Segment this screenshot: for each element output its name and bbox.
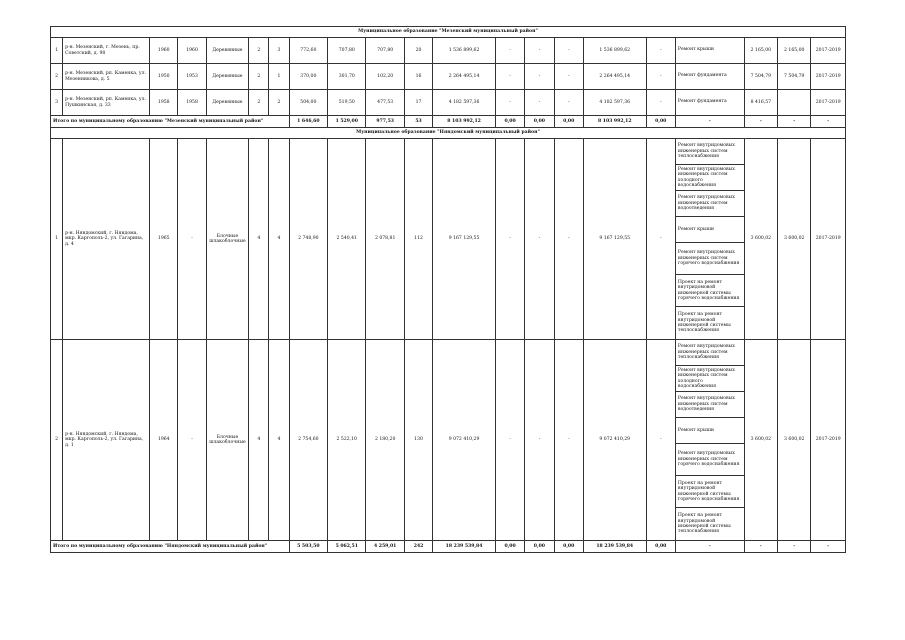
- fund-other: -: [646, 139, 675, 340]
- document-page: [50, 26, 846, 553]
- specific-cost: 3 600,02: [744, 340, 777, 541]
- fund-local: -: [554, 340, 583, 541]
- year-built: 1965: [150, 139, 178, 340]
- total-f3: 0,00: [554, 541, 583, 553]
- residential-area: 707,80: [328, 38, 366, 64]
- total-f5: 0,00: [646, 541, 675, 553]
- year-overhaul: -: [178, 340, 206, 541]
- period: 2017-2019: [811, 38, 846, 64]
- total-cost: 9 167 129,55: [433, 139, 496, 340]
- max-cost: 3 600,02: [778, 139, 811, 340]
- floors: 2: [249, 90, 269, 116]
- total-area-total: 5 503,50: [289, 541, 327, 553]
- year-built: 1964: [150, 340, 178, 541]
- total-dash: -: [675, 116, 744, 128]
- row-number: 2: [51, 64, 63, 90]
- total-area-res2: 4 259,01: [366, 541, 404, 553]
- work-item: Ремонт крыши: [676, 217, 744, 243]
- fund-owners: 2 264 495,14: [583, 64, 646, 90]
- works-list: [675, 38, 744, 64]
- max-cost: 2 165,00: [778, 38, 811, 64]
- year-overhaul: 1960: [178, 38, 206, 64]
- residential-area-owned: 477,53: [366, 90, 404, 116]
- total-area-res2: 977,53: [366, 116, 404, 128]
- wall-material: Деревянные: [206, 90, 248, 116]
- total-f1: 0,00: [495, 541, 524, 553]
- address: р-н. Няндомский, г. Няндома, мкр. Каргополь-2, ул. Гагарина, д. 4: [63, 139, 150, 340]
- works-list: [675, 64, 744, 90]
- work-item: Ремонт крыши: [676, 418, 744, 444]
- total-label: Итого по муниципальному образованию "Няндомский муниципальный район": [51, 541, 290, 553]
- works-list: [675, 340, 744, 541]
- fund-federal: -: [495, 38, 524, 64]
- row-number: 2: [51, 340, 63, 541]
- total-label: Итого по муниципальному образованию "Мезенский муниципальный район": [51, 116, 290, 128]
- fund-local: -: [554, 90, 583, 116]
- total-dash: -: [778, 116, 811, 128]
- period: 2017-2019: [811, 139, 846, 340]
- period: 2017-2019: [811, 90, 846, 116]
- section-title: Муниципальное образование "Няндомский муниципальный район": [51, 128, 846, 139]
- total-f5: 0,00: [646, 116, 675, 128]
- total-f2: 0,00: [525, 116, 554, 128]
- specific-cost: 2 165,00: [744, 38, 777, 64]
- total-dash: -: [744, 116, 777, 128]
- section-title: Муниципальное образование "Мезенский муниципальный район": [51, 27, 846, 38]
- work-item: Ремонт внутридомовых инженерных систем горячего водоснабжения: [676, 243, 744, 275]
- work-item: Ремонт фундамента: [677, 73, 727, 79]
- works-list: [675, 90, 744, 116]
- year-overhaul: 1953: [178, 64, 206, 90]
- period: 2017-2019: [811, 64, 846, 90]
- work-item: Ремонт внутридомовых инженерных систем водоотведения: [676, 392, 744, 418]
- residential-area: 2 522,10: [328, 340, 366, 541]
- address: р-н. Мезенский, г. Мезень, пр. Советский, д. 98: [63, 38, 150, 64]
- fund-owners: 4 182 597,36: [583, 90, 646, 116]
- floors: 2: [249, 64, 269, 90]
- work-item: Проект на ремонт внутридомовой инженерной системы горячего водоснабжения: [676, 275, 744, 307]
- work-item: Ремонт внутридомовых инженерных систем холодного водоснабжения: [676, 366, 744, 392]
- total-f4: 18 239 539,84: [583, 541, 646, 553]
- total-cost: 1 536 899,62: [433, 38, 496, 64]
- wall-material: Блочные шлакоблочные: [206, 340, 248, 541]
- fund-federal: -: [495, 340, 524, 541]
- fund-other: -: [646, 38, 675, 64]
- fund-owners: 9 072 410,29: [583, 340, 646, 541]
- total-dash: -: [778, 541, 811, 553]
- total-f4: 8 103 992,12: [583, 116, 646, 128]
- works-list: [675, 139, 744, 340]
- max-cost: 3 600,02: [778, 340, 811, 541]
- fund-other: -: [646, 64, 675, 90]
- residential-area-owned: 2 180,20: [366, 340, 404, 541]
- fund-federal: -: [495, 139, 524, 340]
- total-area: 772,60: [289, 38, 327, 64]
- fund-regional: -: [525, 38, 554, 64]
- total-area-total: 1 646,60: [289, 116, 327, 128]
- overhaul-program-table: [50, 26, 846, 553]
- fund-other: -: [646, 90, 675, 116]
- total-dash: -: [811, 541, 846, 553]
- total-area: 2 754,60: [289, 340, 327, 541]
- row-number: 1: [51, 38, 63, 64]
- year-overhaul: 1958: [178, 90, 206, 116]
- work-item: Проект на ремонт внутридомовой инженерной системы теплоснабжения: [677, 312, 731, 334]
- total-row: [51, 541, 846, 553]
- total-f3: 0,00: [554, 116, 583, 128]
- work-item: Ремонт внутридомовых инженерных систем водоотведения: [676, 191, 744, 217]
- total-cost: 9 072 410,29: [433, 340, 496, 541]
- work-item: Ремонт внутридомовых инженерных систем теплоснабжения: [676, 139, 744, 165]
- total-dash: -: [675, 541, 744, 553]
- total-cost: 8 103 992,12: [433, 116, 496, 128]
- work-item: Ремонт крыши: [677, 47, 714, 53]
- total-f2: 0,00: [525, 541, 554, 553]
- residential-area: 519,50: [328, 90, 366, 116]
- specific-cost: 8 416,57: [744, 90, 777, 116]
- fund-local: -: [554, 38, 583, 64]
- fund-regional: -: [525, 139, 554, 340]
- address: р-н. Няндомский, г. Няндома, мкр. Каргополь-2, ул. Гагарина, д. 1: [63, 340, 150, 541]
- total-area-res: 5 062,51: [328, 541, 366, 553]
- work-item: Ремонт внутридомовых инженерных систем горячего водоснабжения: [676, 444, 744, 476]
- fund-local: -: [554, 139, 583, 340]
- entrances: 3: [269, 38, 289, 64]
- entrances: 4: [269, 139, 289, 340]
- wall-material: Деревянные: [206, 64, 248, 90]
- year-overhaul: -: [178, 139, 206, 340]
- row-number: 1: [51, 139, 63, 340]
- fund-regional: -: [525, 90, 554, 116]
- max-cost: [778, 90, 811, 116]
- floors: 4: [249, 340, 269, 541]
- fund-regional: -: [525, 340, 554, 541]
- fund-owners: 9 167 129,55: [583, 139, 646, 340]
- residential-area: 301,70: [328, 64, 366, 90]
- fund-local: -: [554, 64, 583, 90]
- work-item: Ремонт внутридомовых инженерных систем холодного водоснабжения: [676, 165, 744, 191]
- entrances: 4: [269, 340, 289, 541]
- total-cost: 4 182 597,36: [433, 90, 496, 116]
- section-header-row: [51, 27, 846, 38]
- table-row: [51, 90, 846, 116]
- work-item: Проект на ремонт внутридомовой инженерной системы теплоснабжения: [677, 513, 731, 535]
- total-row: [51, 116, 846, 128]
- total-area: 504,00: [289, 90, 327, 116]
- section-header-row: [51, 128, 846, 139]
- fund-federal: -: [495, 64, 524, 90]
- residential-area: 2 540,41: [328, 139, 366, 340]
- table-row: [51, 340, 846, 541]
- period: 2017-2019: [811, 340, 846, 541]
- entrances: 2: [269, 90, 289, 116]
- fund-other: -: [646, 340, 675, 541]
- residents: 112: [404, 139, 432, 340]
- row-number: 3: [51, 90, 63, 116]
- total-cost: 2 264 495,14: [433, 64, 496, 90]
- residents: 17: [404, 90, 432, 116]
- residential-area-owned: 2 078,81: [366, 139, 404, 340]
- specific-cost: 7 504,79: [744, 64, 777, 90]
- year-built: 1958: [150, 90, 178, 116]
- residents: 20: [404, 38, 432, 64]
- residential-area-owned: 707,80: [366, 38, 404, 64]
- residents: 130: [404, 340, 432, 541]
- residential-area-owned: 102,20: [366, 64, 404, 90]
- fund-federal: -: [495, 90, 524, 116]
- table-row: [51, 139, 846, 340]
- entrances: 1: [269, 64, 289, 90]
- fund-regional: -: [525, 64, 554, 90]
- address: р-н. Мезенский, рп. Каменка, ул. Мезенникова, д. 5: [63, 64, 150, 90]
- fund-owners: 1 536 899,62: [583, 38, 646, 64]
- wall-material: Блочные шлакоблочные: [206, 139, 248, 340]
- total-dash: -: [744, 541, 777, 553]
- total-f1: 0,00: [495, 116, 524, 128]
- work-item: Проект на ремонт внутридомовой инженерной системы горячего водоснабжения: [676, 476, 744, 508]
- total-area: 2 748,90: [289, 139, 327, 340]
- total-residents: 242: [404, 541, 432, 553]
- address: р-н. Мезенский, рп. Каменка, ул. Пушкинская, д. 33: [63, 90, 150, 116]
- max-cost: 7 504,79: [778, 64, 811, 90]
- total-cost: 18 239 539,84: [433, 541, 496, 553]
- work-item: Ремонт внутридомовых инженерных систем теплоснабжения: [676, 340, 744, 366]
- floors: 4: [249, 139, 269, 340]
- table-row: [51, 64, 846, 90]
- work-item: Ремонт фундамента: [677, 99, 727, 105]
- total-residents: 53: [404, 116, 432, 128]
- total-dash: -: [811, 116, 846, 128]
- year-built: 1950: [150, 64, 178, 90]
- specific-cost: 3 600,02: [744, 139, 777, 340]
- wall-material: Деревянные: [206, 38, 248, 64]
- table-row: [51, 38, 846, 64]
- total-area-res: 1 529,00: [328, 116, 366, 128]
- year-built: 1960: [150, 38, 178, 64]
- residents: 16: [404, 64, 432, 90]
- floors: 2: [249, 38, 269, 64]
- total-area: 370,00: [289, 64, 327, 90]
